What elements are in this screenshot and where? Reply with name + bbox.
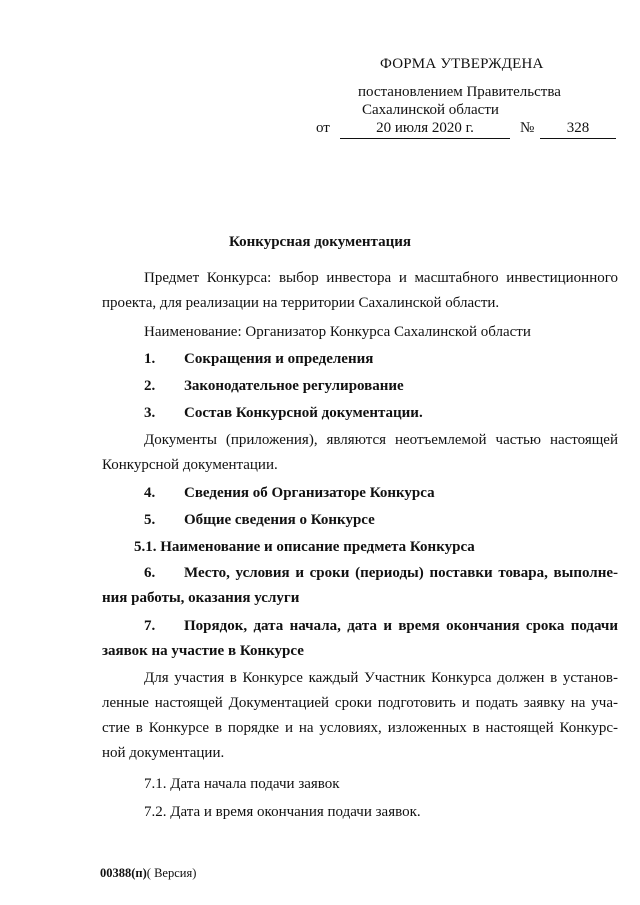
approval-date: 20 июля 2020 г. [340,120,510,139]
documents-paragraph [102,428,618,478]
approved-by-line-1: постановлением Правительства [358,84,561,100]
participation-line-1: Для участия в Конкурсе каждый Участник Конкурса должен в установ- [144,670,618,686]
approved-by-line-2: Сахалинской области [362,102,499,118]
section-2-heading [144,376,404,396]
number-prefix: № [520,120,535,136]
document-title: Конкурсная документация [229,234,411,250]
section-title: Общие сведения о Конкурсе [184,512,375,528]
section-title: Сведения об Организаторе Конкурса [184,485,435,501]
section-3-heading [144,403,423,423]
document-footer [100,866,196,881]
subsection-7-2: 7.2. Дата и время окончания подачи заявок. [144,804,421,820]
section-number: 4. [144,485,156,501]
subject-line-1: Предмет Конкурса: выбор инвестора и масштабного инвестиционного [144,270,618,286]
section-6-line-2: ния работы, оказания услуги [102,590,300,606]
section-7-title-start: Порядок, дата начала, дата и время окончания срока подачи [184,618,618,634]
subsection-7-1: 7.1. Дата начала подачи заявок [144,776,340,792]
date-prefix: от [316,120,330,136]
footer-code: 00388(п) [100,866,147,880]
section-number: 2. [144,378,156,394]
section-4-heading [144,483,435,503]
section-number: 6. [144,565,156,581]
section-6-line-1 [102,561,618,586]
section-number: 3. [144,405,156,421]
participation-line-4: ной документации. [102,745,225,761]
section-title: Сокращения и определения [184,351,374,367]
section-6-heading [102,561,618,611]
participation-line-2: ленные настоящей Документацией сроки подготовить и подать заявку на уча- [102,695,618,711]
section-5-heading [144,510,375,530]
approval-date-row [316,120,616,142]
section-7-line-1 [102,614,618,639]
section-5-1-heading: 5.1. Наименование и описание предмета Конкурса [134,539,475,555]
subject-paragraph [102,266,618,316]
section-title: Состав Конкурсной документации. [184,405,423,421]
section-7-line-2: заявок на участие в Конкурсе [102,643,304,659]
organizer-line: Наименование: Организатор Конкурса Сахалинской области [144,324,531,340]
section-1-heading [144,349,373,369]
section-number: 1. [144,351,156,367]
participation-line-3: стие в Конкурсе в порядке и на условиях, изложенных в настоящей Конкурс- [102,720,618,736]
form-approved-title: ФОРМА УТВЕРЖДЕНА [380,56,544,72]
section-number: 5. [144,512,156,528]
section-6-title-start: Место, условия и сроки (периоды) поставки товара, выполне- [184,565,618,581]
footer-version: ( Версия) [146,866,197,880]
section-7-heading [102,614,618,664]
section-number: 7. [144,618,156,634]
participation-paragraph [102,666,618,766]
documents-line-1: Документы (приложения), являются неотъемлемой частью настоящей [144,432,618,448]
subject-line-2: проекта, для реализации на территории Сахалинской области. [102,295,500,311]
documents-line-2: Конкурсной документации. [102,457,278,473]
approval-number: 328 [540,120,616,139]
section-title: Законодательное регулирование [184,378,404,394]
